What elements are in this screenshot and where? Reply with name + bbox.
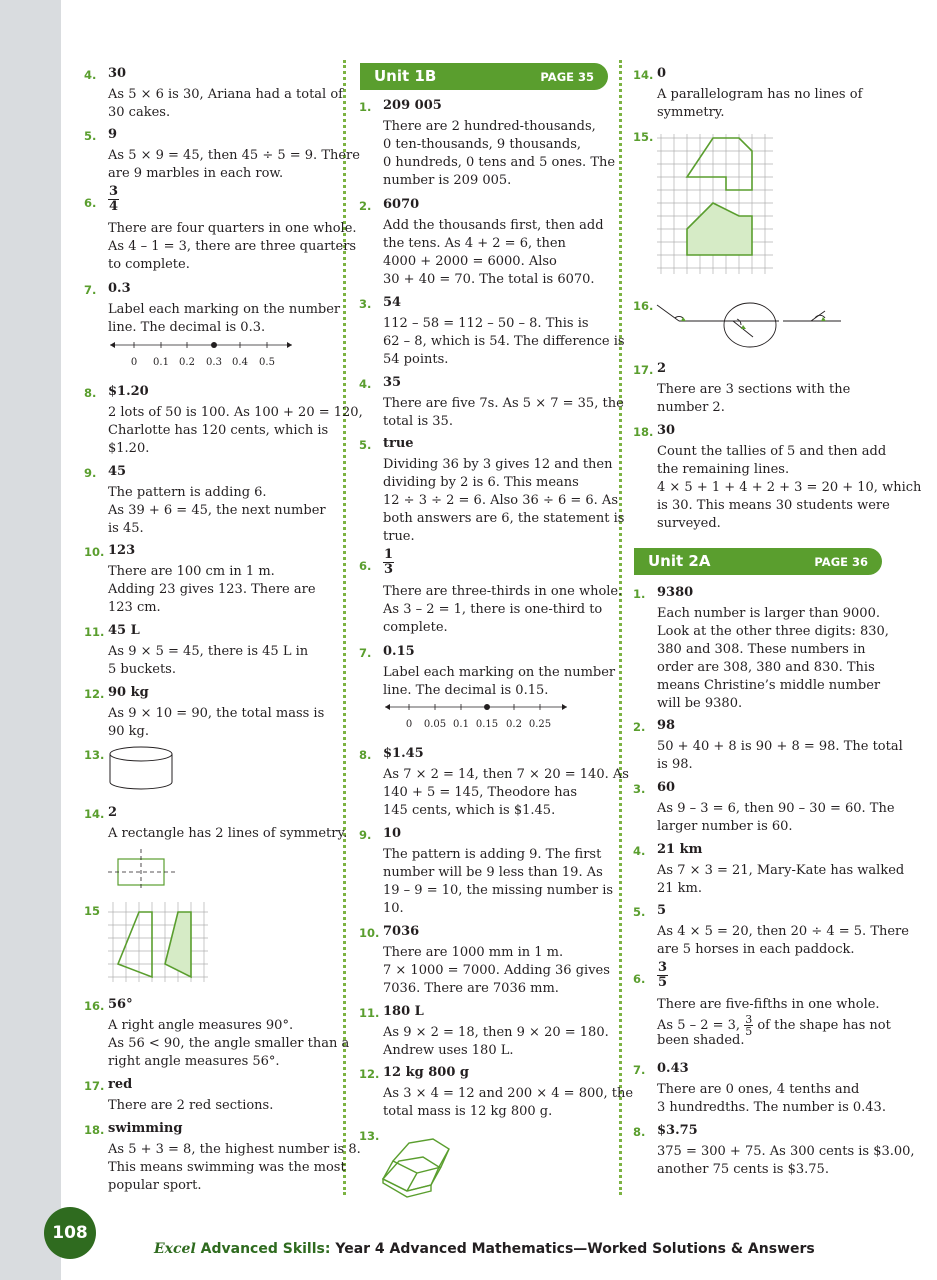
explanation-line: the tens. As 4 + 2 = 6, then xyxy=(383,236,566,251)
explanation-line: As 39 + 6 = 45, the next number xyxy=(108,503,326,518)
explanation-line: 0 ten-thousands, 9 thousands, xyxy=(383,137,582,152)
question-number: 12. xyxy=(359,1067,380,1081)
explanation xyxy=(108,1097,340,1115)
answer-fraction: $\frac{3}{4}$ xyxy=(109,184,119,214)
question-number: 15. xyxy=(633,130,654,144)
tick-label: 0.4 xyxy=(232,357,248,368)
explanation-line: As 4 – 1 = 3, there are three quarters xyxy=(108,239,357,254)
explanation-line: is 45. xyxy=(108,521,144,536)
explanation xyxy=(383,1024,615,1060)
explanation-line: There are five 7s. As 5 × 7 = 35, the xyxy=(383,396,624,411)
unit-title: Unit 2A xyxy=(648,552,711,570)
question-number: 1. xyxy=(633,587,646,601)
explanation-line: 5 buckets. xyxy=(108,662,176,677)
answer-value: 30 xyxy=(657,423,676,438)
explanation xyxy=(657,800,895,836)
explanation-line: 90 kg. xyxy=(108,724,150,739)
question-number: 13. xyxy=(84,748,105,762)
explanation xyxy=(383,315,625,369)
explanation xyxy=(383,944,615,998)
tick-label: 0.2 xyxy=(179,357,195,368)
answer-value: red xyxy=(108,1077,133,1092)
explanation-line: 3 hundredths. The number is 0.43. xyxy=(657,1100,886,1115)
explanation xyxy=(108,1141,361,1195)
explanation xyxy=(108,86,343,122)
unit-banner xyxy=(634,548,882,575)
page-sidebar xyxy=(0,0,61,1280)
explanation xyxy=(657,923,909,959)
explanation-line: total is 35. xyxy=(383,414,453,429)
explanation-line: number will be 9 less than 19. As xyxy=(383,865,603,880)
unit-title: Unit 1B xyxy=(374,67,437,85)
explanation-line: popular sport. xyxy=(108,1178,202,1193)
question-number: 9. xyxy=(84,466,97,480)
explanation-line: Andrew uses 180 L. xyxy=(383,1043,514,1058)
answer-fraction: $\frac{3}{5}$ xyxy=(658,960,668,990)
answer-value: true xyxy=(383,436,414,451)
answer-value: 2 xyxy=(108,805,118,820)
question-number: 9. xyxy=(359,828,372,842)
question-number: 6. xyxy=(633,972,646,986)
answer-value: 12 kg 800 g xyxy=(383,1065,469,1080)
explanation-line: 19 – 9 = 10, the missing number is xyxy=(383,883,614,898)
explanation-line: As 9 × 2 = 18, then 9 × 20 = 180. xyxy=(383,1025,609,1040)
explanation-line: Look at the other three digits: 830, xyxy=(657,624,889,639)
question-number: 16. xyxy=(633,299,654,313)
explanation-line: 30 + 40 = 70. The total is 6070. xyxy=(383,272,595,287)
explanation-line: order are 308, 380 and 830. This xyxy=(657,660,875,675)
explanation-line: A parallelogram has no lines of xyxy=(657,87,863,102)
question-number: 2. xyxy=(359,199,372,213)
question-number: 5. xyxy=(359,438,372,452)
tick-label: 0.1 xyxy=(153,357,169,368)
explanation-line: As 7 × 2 = 14, then 7 × 20 = 140. As xyxy=(383,767,629,782)
explanation xyxy=(383,1085,634,1121)
question-number: 13. xyxy=(359,1129,380,1143)
answer-value: 35 xyxy=(383,375,402,390)
explanation-line: will be 9380. xyxy=(657,696,743,711)
number-line xyxy=(108,339,298,369)
explanation-line: As 5 + 3 = 8, the highest number is 8. xyxy=(108,1142,361,1157)
answer-value: 60 xyxy=(657,780,676,795)
explanation-line: both answers are 6, the statement is xyxy=(383,511,625,526)
answer-fraction: $\frac{1}{3}$ xyxy=(384,547,394,577)
explanation xyxy=(108,220,357,274)
answer-value: 0.3 xyxy=(108,281,131,296)
explanation xyxy=(108,705,340,741)
answer-value: 45 L xyxy=(108,623,140,638)
question-number: 14. xyxy=(633,68,654,82)
explanation-line: 10. xyxy=(383,901,404,916)
question-number: 10. xyxy=(84,545,105,559)
explanation-line: As 9 × 10 = 90, the total mass is xyxy=(108,706,325,721)
explanation-line: There are 0 ones, 4 tenths and xyxy=(657,1082,860,1097)
explanation-line: number is 209 005. xyxy=(383,173,512,188)
explanation xyxy=(383,583,623,637)
footer-brand: Excel xyxy=(154,1241,196,1257)
explanation-line: 4000 + 2000 = 6000. Also xyxy=(383,254,557,269)
explanation-line: complete. xyxy=(383,620,448,635)
answer-value: 5 xyxy=(657,903,667,918)
answer-value: 209 005 xyxy=(383,98,442,113)
question-number: 5. xyxy=(84,129,97,143)
explanation-line: There are three-thirds in one whole. xyxy=(383,584,623,599)
explanation-line: are 5 horses in each paddock. xyxy=(657,942,855,957)
explanation-line: As 7 × 3 = 21, Mary-Kate has walked xyxy=(657,863,905,878)
explanation xyxy=(108,404,363,458)
answer-value: 90 kg xyxy=(108,685,149,700)
rectangle-symmetry-drawing xyxy=(108,849,178,889)
explanation-line: A right angle measures 90°. xyxy=(108,1018,294,1033)
explanation xyxy=(657,1081,889,1117)
explanation-line: There are four quarters in one whole. xyxy=(108,221,357,236)
explanation-line: 375 = 300 + 75. As 300 cents is $3.00, xyxy=(657,1144,915,1159)
hexagonal-prism-drawing xyxy=(381,1135,453,1201)
number-line xyxy=(383,701,573,731)
explanation-line: Label each marking on the number xyxy=(108,302,341,317)
question-number: 18. xyxy=(633,425,654,439)
explanation xyxy=(108,643,340,679)
explanation-line: Adding 23 gives 123. There are xyxy=(108,582,316,597)
question-number: 7. xyxy=(84,283,97,297)
explanation xyxy=(108,825,348,843)
reflection-grid-drawing xyxy=(108,902,208,982)
explanation xyxy=(657,862,905,898)
explanation-line: surveyed. xyxy=(657,516,721,531)
question-number: 3. xyxy=(633,782,646,796)
explanation-line: Dividing 36 by 3 gives 12 and then xyxy=(383,457,613,472)
explanation-line: is 30. This means 30 students were xyxy=(657,498,890,513)
explanation xyxy=(383,456,625,546)
question-number: 15 xyxy=(84,904,101,918)
answer-value: $1.20 xyxy=(108,384,149,399)
question-number: 8. xyxy=(633,1125,646,1139)
column-divider-right xyxy=(619,60,622,1195)
explanation xyxy=(108,484,340,538)
explanation xyxy=(657,605,889,713)
explanation-line: As 4 × 5 = 20, then 20 ÷ 4 = 5. There xyxy=(657,924,909,939)
answer-value: 54 xyxy=(383,295,402,310)
question-number: 4. xyxy=(84,68,97,82)
explanation-line: number 2. xyxy=(657,400,725,415)
tick-label: 0.05 xyxy=(423,719,447,730)
answer-value: 123 xyxy=(108,543,136,558)
explanation-line: another 75 cents is $3.75. xyxy=(657,1162,829,1177)
question-number: 6. xyxy=(84,196,97,210)
question-number: 18. xyxy=(84,1123,105,1137)
explanation-line: to complete. xyxy=(108,257,190,272)
answer-value: 45 xyxy=(108,464,127,479)
explanation-line: are 9 marbles in each row. xyxy=(108,166,284,181)
question-number: 10. xyxy=(359,926,380,940)
answer-value: 2 xyxy=(657,361,667,376)
explanation xyxy=(657,86,889,122)
question-number: 17. xyxy=(84,1079,105,1093)
answer-value: $3.75 xyxy=(657,1123,698,1138)
unit-page: PAGE 36 xyxy=(814,555,868,569)
question-number: 16. xyxy=(84,999,105,1013)
question-number: 2. xyxy=(633,720,646,734)
tick-label: 0.3 xyxy=(206,357,222,368)
answer-value: 0.43 xyxy=(657,1061,689,1076)
tick-label: 0.1 xyxy=(453,719,469,730)
explanation-line: true. xyxy=(383,529,415,544)
explanation xyxy=(108,563,340,617)
explanation-line: 380 and 308. These numbers in xyxy=(657,642,866,657)
explanation xyxy=(108,301,340,337)
answer-value: 21 km xyxy=(657,842,703,857)
explanation-line: As 3 × 4 = 12 and 200 × 4 = 800, the xyxy=(383,1086,634,1101)
explanation-line: line. The decimal is 0.3. xyxy=(108,320,266,335)
explanation-line: As 9 – 3 = 6, then 90 – 30 = 60. The xyxy=(657,801,895,816)
explanation-line: 145 cents, which is $1.45. xyxy=(383,803,556,818)
explanation-line: There are 2 red sections. xyxy=(108,1098,274,1113)
explanation xyxy=(657,381,889,417)
explanation-line: 7 × 1000 = 7000. Adding 36 gives xyxy=(383,963,610,978)
explanation xyxy=(108,147,360,183)
explanation-line: the remaining lines. xyxy=(657,462,790,477)
footer-book-title: Year 4 Advanced Mathematics—Worked Solutions & Answers xyxy=(330,1241,815,1257)
explanation-line: As 5 – 2 = 3, $\frac{3}{5}$ of the shape has not xyxy=(657,1013,891,1038)
explanation-line: There are 3 sections with the xyxy=(657,382,851,397)
angles-drawing xyxy=(655,297,845,349)
explanation-line: As 9 × 5 = 45, there is 45 L in xyxy=(108,644,309,659)
unit-banner xyxy=(360,63,608,90)
question-number: 12. xyxy=(84,687,105,701)
explanation-line: been shaded. xyxy=(657,1033,745,1048)
explanation-line: 12 ÷ 3 ÷ 2 = 6. Also 36 ÷ 6 = 6. As xyxy=(383,493,618,508)
explanation-line: A rectangle has 2 lines of symmetry. xyxy=(108,826,348,841)
explanation xyxy=(383,846,615,918)
question-number: 3. xyxy=(359,297,372,311)
tick-label: 0.15 xyxy=(475,719,499,730)
explanation-line: is 98. xyxy=(657,757,693,772)
answer-value: 98 xyxy=(657,718,676,733)
explanation-line: 50 + 40 + 8 is 90 + 8 = 98. The total xyxy=(657,739,903,754)
question-number: 4. xyxy=(633,844,646,858)
answer-value: $1.45 xyxy=(383,746,424,761)
tick-label: 0 xyxy=(130,357,138,368)
explanation-line: There are five-fifths in one whole. xyxy=(657,997,880,1012)
explanation xyxy=(657,1143,915,1179)
explanation-line: There are 2 hundred-thousands, xyxy=(383,119,596,134)
footer-title xyxy=(154,1241,815,1257)
explanation xyxy=(657,738,903,774)
explanation-line: 112 – 58 = 112 – 50 – 8. This is xyxy=(383,316,589,331)
question-number: 17. xyxy=(633,363,654,377)
question-number: 4. xyxy=(359,377,372,391)
answer-value: 6070 xyxy=(383,197,420,212)
explanation-line: 21 km. xyxy=(657,881,703,896)
answer-value: 180 L xyxy=(383,1004,424,1019)
explanation-line: line. The decimal is 0.15. xyxy=(383,683,549,698)
answer-value: 30 xyxy=(108,66,127,81)
explanation xyxy=(383,118,615,190)
explanation xyxy=(383,395,624,431)
unit-page: PAGE 35 xyxy=(540,70,594,84)
explanation-line: $1.20. xyxy=(108,441,150,456)
explanation-line: 62 – 8, which is 54. The difference is xyxy=(383,334,625,349)
explanation-line: Count the tallies of 5 and then add xyxy=(657,444,887,459)
answer-value: 0 xyxy=(657,66,667,81)
explanation-line: Label each marking on the number xyxy=(383,665,616,680)
question-number: 1. xyxy=(359,100,372,114)
explanation xyxy=(383,664,615,700)
explanation-line: There are 100 cm in 1 m. xyxy=(108,564,275,579)
question-number: 11. xyxy=(84,625,105,639)
question-number: 5. xyxy=(633,905,646,919)
explanation-line: symmetry. xyxy=(657,105,725,120)
answer-value: 9380 xyxy=(657,585,694,600)
explanation-line: right angle measures 56°. xyxy=(108,1054,280,1069)
question-number: 7. xyxy=(359,646,372,660)
tick-label: 0.25 xyxy=(528,719,552,730)
reflection-grid-drawing xyxy=(657,134,777,278)
explanation-line: The pattern is adding 9. The first xyxy=(383,847,602,862)
explanation-line: 123 cm. xyxy=(108,600,161,615)
answer-value: 9 xyxy=(108,127,118,142)
question-number: 14. xyxy=(84,807,105,821)
question-number: 11. xyxy=(359,1006,380,1020)
explanation-line: dividing by 2 is 6. This means xyxy=(383,475,579,490)
explanation-line: larger number is 60. xyxy=(657,819,793,834)
tick-label: 0.5 xyxy=(259,357,275,368)
explanation-line: As 3 – 2 = 1, there is one-third to xyxy=(383,602,603,617)
explanation-line: 140 + 5 = 145, Theodore has xyxy=(383,785,578,800)
answer-value: 0.15 xyxy=(383,644,415,659)
answer-value: 7036 xyxy=(383,924,420,939)
question-number: 8. xyxy=(84,386,97,400)
explanation-line: 30 cakes. xyxy=(108,105,171,120)
explanation-line: Charlotte has 120 cents, which is xyxy=(108,423,329,438)
explanation-line: 2 lots of 50 is 100. As 100 + 20 = 120, xyxy=(108,405,363,420)
cylinder-drawing xyxy=(108,746,178,794)
explanation xyxy=(383,217,615,289)
explanation xyxy=(657,443,922,533)
explanation-line: As 56 < 90, the angle smaller than a xyxy=(108,1036,350,1051)
explanation-line: total mass is 12 kg 800 g. xyxy=(383,1104,553,1119)
footer-series: Advanced Skills: xyxy=(200,1241,331,1257)
explanation-line: The pattern is adding 6. xyxy=(108,485,267,500)
question-number: 8. xyxy=(359,748,372,762)
explanation-line: This means swimming was the most xyxy=(108,1160,346,1175)
answer-value: swimming xyxy=(108,1121,183,1136)
explanation-line: means Christine’s middle number xyxy=(657,678,881,693)
explanation-line: 4 × 5 + 1 + 4 + 2 + 3 = 20 + 10, which xyxy=(657,480,922,495)
explanation-line: There are 1000 mm in 1 m. xyxy=(383,945,564,960)
explanation-line: As 5 × 9 = 45, then 45 ÷ 5 = 9. There xyxy=(108,148,360,163)
explanation-line: As 5 × 6 is 30, Ariana had a total of xyxy=(108,87,343,102)
explanation-line: 54 points. xyxy=(383,352,449,367)
question-number: 7. xyxy=(633,1063,646,1077)
explanation-line: Add the thousands first, then add xyxy=(383,218,604,233)
page-number: 108 xyxy=(44,1207,96,1259)
tick-label: 0 xyxy=(405,719,413,730)
explanation-line: 7036. There are 7036 mm. xyxy=(383,981,559,996)
tick-label: 0.2 xyxy=(506,719,522,730)
question-number: 6. xyxy=(359,559,372,573)
explanation-line: Each number is larger than 9000. xyxy=(657,606,880,621)
answer-value: 10 xyxy=(383,826,402,841)
explanation xyxy=(657,996,889,1050)
explanation xyxy=(108,1017,350,1071)
explanation-line: 0 hundreds, 0 tens and 5 ones. The xyxy=(383,155,616,170)
explanation xyxy=(383,766,629,820)
answer-value: 56° xyxy=(108,997,133,1012)
